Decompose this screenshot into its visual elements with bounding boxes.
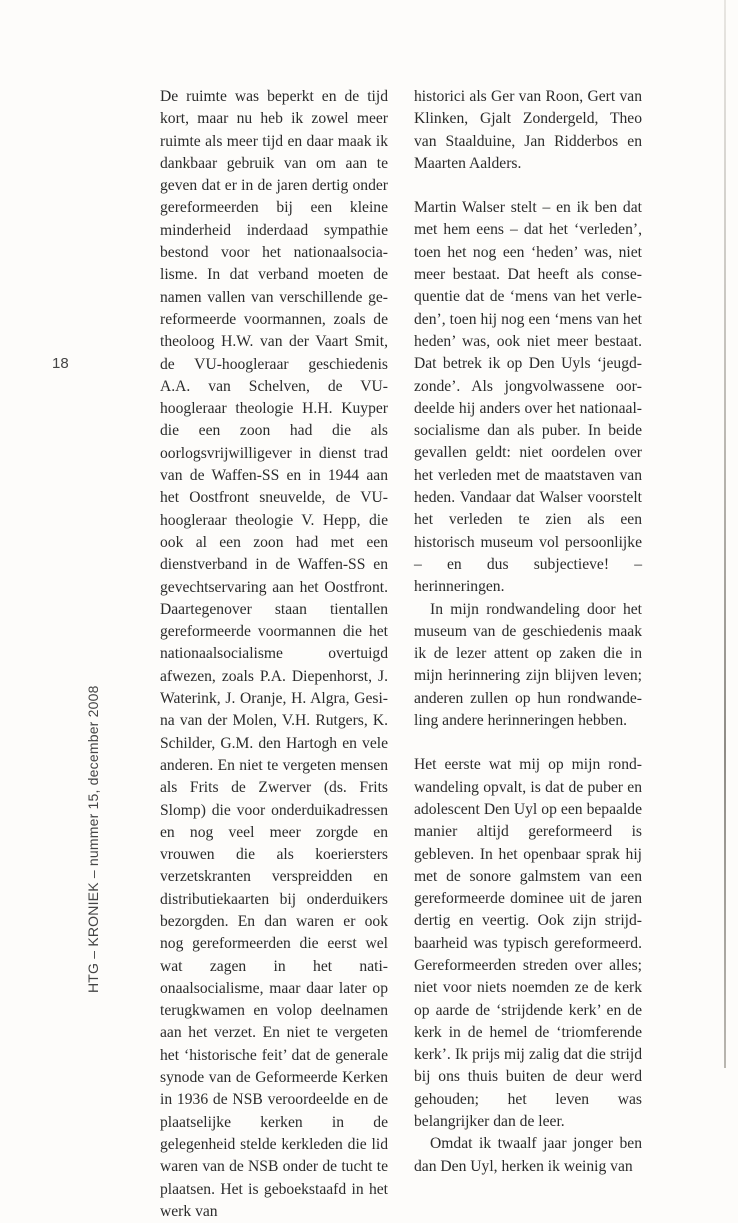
paragraph: In mijn rondwandeling door het museum van de geschiedenis maak ik de lezer attent op zaken die in mijn herinnering zijn blijven leven; anderen zullen op hun rondwandeling andere herinneringen hebben. (414, 600, 642, 730)
paragraph: Omdat ik twaalf jaar jonger ben dan Den Uyl, herken ik weinig van (414, 1135, 642, 1175)
paragraph: Het eerste wat mij op mijn rondwandeling opvalt, is dat de puber en adolescent Den Uyl op een bepaalde manier altijd gereformeerd is gebleven. In het openbaar sprak hij met de sonore galmstem van een gereformeerde dominee uit de jaren dertig en veertig. Ook zijn strijdbaarheid was typisch gereformeerd. Gereformeerden streden over alles; niet voor niets noemden ze de kerk op aarde de ‘strijdende kerk’ en de kerk in de hemel de ‘triomferende kerk’. Ik prijs mij zalig dat die strijd bij ons thuis buiten de deur werd gehouden; het leven was belangrijker dan de leer. (414, 756, 642, 1131)
text-column-right (414, 86, 642, 1178)
text-column-left (160, 86, 388, 1223)
running-head: HTG – KRONIEK – nummer 15, december 2008 (85, 685, 101, 993)
paragraph: De ruimte was beperkt en de tijd kort, maar nu heb ik zowel meer ruimte als meer tijd en daar maak ik dankbaar gebruik van om aan te geven dat er in de jaren dertig onder gereformeerden bij een kleine minderheid inderdaad sympathie bestond voor het nationaalsocialisme. In dat verband moeten de namen vallen van verschillende gereformeerde voormannen, zoals de theoloog H.W. van der Vaart Smit, de VU-hoogleraar geschiedenis A.A. van Schelven, de VU-hoogleraar theologie H.H. Kuyper die een zoon had die als oorlogsvrijwilligever in dienst trad van de Waffen-SS en in 1944 aan het Oostfront sneuvelde, de VU-hoogleraar theologie V. Hepp, die ook al een zoon had met een dienstverband in de Waffen-SS en gevechtservaring aan het Oostfront. Daartegenover staan tientallen gereformeerde voormannen die het nationaalsocialisme overtuigd afwezen, zoals P.A. Diepenhorst, J. Waterink, J. Oranje, H. Algra, Gesina van der Molen, V.H. Rutgers, K. Schilder, G.M. den Hartogh en vele anderen. En niet te vergeten mensen als Frits de Zwerver (ds. Frits Slomp) die voor onderduikadressen en nog veel meer zorgde en vrouwen die als koeriersters verzetskranten verspreidden en distributiekaarten bij onderduikers bezorgden. En dan waren er ook nog gereformeerden die eerst wel wat zagen in het nationaalsocialisme, maar daar later op terugkwamen en volop deelnamen aan het verzet. En niet te vergeten het ‘historische feit’ dat de generale synode van de Geformeerde Kerken in 1936 de NSB veroordeelde en de plaatselijke kerken in de gelegenheid stelde kerkleden die lid waren van de NSB onder de tucht te plaatsen. Het is geboekstaafd in het werk van (160, 88, 388, 1220)
paragraph: historici als Ger van Roon, Gert van Klinken, Gjalt Zondergeld, Theo van Staalduine, Jan Ridderbos en Maarten Aalders. (414, 88, 642, 172)
book-spine-shadow (724, 0, 726, 1068)
page-number: 18 (52, 355, 69, 372)
paragraph: Martin Walser stelt – en ik ben dat met hem eens – dat het ‘verleden’, toen het nog een ‘heden’ was, niet meer bestaat. Dat heeft als consequentie dat de ‘mens van het verleden’, toen hij nog een ‘mens van het heden’ was, ook niet meer bestaat. Dat betrek ik op Den Uyls ‘jeugdzonde’. Als jongvolwassene oordeelde hij anders over het nationaalsocialisme dan als puber. In beide gevallen geldt: niet oordelen over het verleden met de maatstaven van heden. Vandaar dat Walser voorstelt het verleden te zien als een historisch museum vol persoonlijke – en dus subjectieve! – herinneringen. (414, 199, 642, 596)
